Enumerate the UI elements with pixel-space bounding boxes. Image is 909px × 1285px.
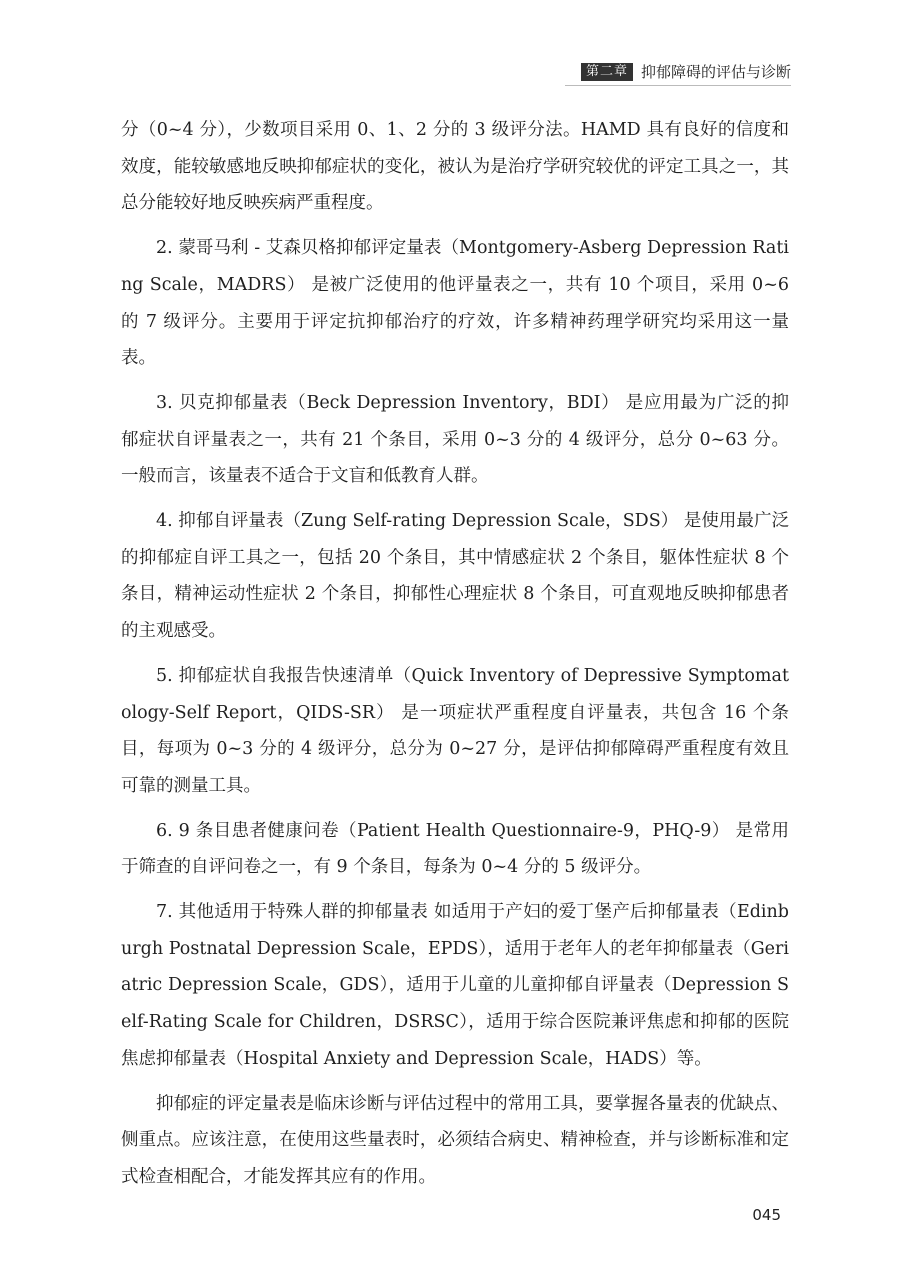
paragraph-sds: 4. 抑郁自评量表（Zung Self-rating Depression Scale，SDS） 是使用最广泛的抑郁症自评工具之一，包括 20 个条目，其中情感症状 2 个条目，躯体性症状 8 个条目，精神运动性症状 2 个条目，抑郁性心理症状 8 个条目，可直观地反映抑郁患者的主观感受。 [121, 511, 789, 642]
paragraph-phq9: 6. 9 条目患者健康问卷（Patient Health Questionnaire-9，PHQ-9） 是常用于筛查的自评问卷之一，有 9 个条目，每条为 0~4 分的 5 级评分。 [121, 820, 789, 878]
body-text [121, 112, 789, 1204]
paragraph-summary: 抑郁症的评定量表是临床诊断与评估过程中的常用工具，要掌握各量表的优缺点、侧重点。应该注意，在使用这些量表时，必须结合病史、精神检查，并与诊断标准和定式检查相配合，才能发挥其应有的作用。 [121, 1093, 789, 1187]
running-header [581, 63, 791, 81]
paragraph-madrs: 2. 蒙哥马利 - 艾森贝格抑郁评定量表（Montgomery-Asberg Depression Rating Scale，MADRS） 是被广泛使用的他评量表之一，共有 10 个项目，采用 0~6 的 7 级评分。主要用于评定抗抑郁治疗的疗效，许多精神药理学研究均采用这一量表。 [121, 238, 789, 369]
paragraph-bdi: 3. 贝克抑郁量表（Beck Depression Inventory，BDI） 是应用最为广泛的抑郁症状自评量表之一，共有 21 个条目，采用 0~3 分的 4 级评分，总分 0~63 分。一般而言，该量表不适合于文盲和低教育人群。 [121, 392, 789, 487]
paragraph-hamd-continued: 分（0~4 分），少数项目采用 0、1、2 分的 3 级评分法。HAMD 具有良好的信度和效度，能较敏感地反映抑郁症状的变化，被认为是治疗学研究较优的评定工具之一，其总分能较好地反映疾病严重程度。 [121, 120, 789, 214]
chapter-tag: 第二章 [581, 63, 633, 81]
chapter-title: 抑郁障碍的评估与诊断 [640, 63, 791, 81]
paragraph-qids-sr: 5. 抑郁症状自我报告快速清单（Quick Inventory of Depressive Symptomatology-Self Report，QIDS-SR） 是一项症状严重程度自评量表，共包含 16 个条目，每项为 0~3 分的 4 级评分，总分为 0~27 分，是评估抑郁障碍严重程度有效且可靠的测量工具。 [121, 665, 789, 796]
paragraph-special-populations: 7. 其他适用于特殊人群的抑郁量表 如适用于产妇的爱丁堡产后抑郁量表（Edinburgh Postnatal Depression Scale，EPDS），适用于老年人的老年抑郁量表（Geriatric Depression Scale，GDS），适用于儿童的儿童抑郁自评量表（Depression Self-Rating Scale for Children，DSRSC），适用于综合医院兼评焦虑和抑郁的医院焦虑抑郁量表（Hospital Anxiety and Depression Scale，HADS）等。 [121, 902, 789, 1069]
page-number: 045 [752, 1206, 781, 1224]
header-divider [565, 85, 791, 86]
